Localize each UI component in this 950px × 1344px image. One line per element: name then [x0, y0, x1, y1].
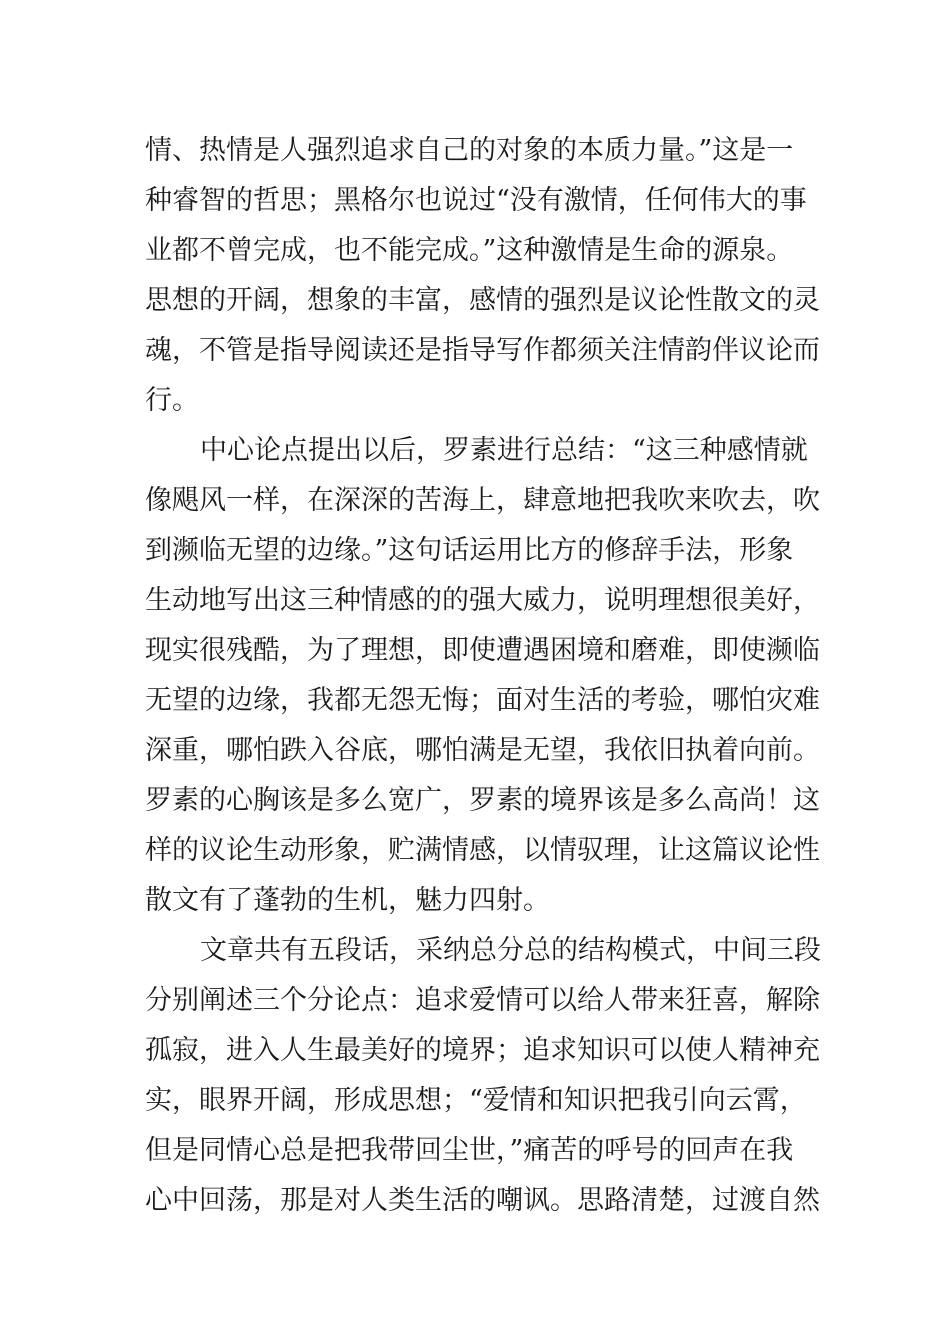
document-body — [145, 126, 825, 1226]
text-line: 种睿智的哲思；黑格尔也说过“没有激情，任何伟大的事 — [145, 185, 807, 216]
text-line: 但是同情心总是把我带回尘世，”痛苦的呼号的回声在我 — [145, 1135, 794, 1166]
text-line: 思想的开阔，想象的丰富，感情的强烈是议论性散文的灵 — [145, 285, 820, 316]
paragraph-start-line: 中心论点提出以后，罗素进行总结：“这三种感情就 — [200, 435, 808, 466]
text-line: 现实很残酷，为了理想，即使遭遇困境和磨难，即使濒临 — [145, 635, 820, 666]
text-line: 到濒临无望的边缘。”这句话运用比方的修辞手法，形象 — [145, 535, 794, 566]
text-line: 分别阐述三个分论点：追求爱情可以给人带来狂喜，解除 — [145, 985, 820, 1016]
paragraph-start-line: 文章共有五段话，采纳总分总的结构模式，中间三段 — [200, 935, 821, 966]
text-line: 心中回荡，那是对人类生活的嘲讽。思路清楚，过渡自然 — [145, 1185, 820, 1216]
text-line: 罗素的心胸该是多么宽广，罗素的境界该是多么高尚！这 — [145, 785, 820, 816]
text-line: 业都不曾完成，也不能完成。”这种激情是生命的源泉。 — [145, 235, 794, 266]
text-line: 无望的边缘，我都无怨无悔；面对生活的考验，哪怕灾难 — [145, 685, 820, 716]
text-line: 样的议论生动形象，贮满情感，以情驭理，让这篇议论性 — [145, 835, 820, 866]
text-line: 行。 — [145, 385, 199, 416]
text-line: 像飓风一样，在深深的苦海上，肆意地把我吹来吹去，吹 — [145, 485, 820, 516]
text-line: 深重，哪怕跌入谷底，哪怕满是无望，我依旧执着向前。 — [145, 735, 820, 766]
text-line: 情、热情是人强烈追求自己的对象的本质力量。”这是一 — [145, 135, 794, 166]
text-line: 生动地写出这三种情感的的强大威力，说明理想很美好， — [145, 585, 820, 616]
text-line: 魂，不管是指导阅读还是指导写作都须关注情韵伴议论而 — [145, 335, 820, 366]
text-line: 实，眼界开阔，形成思想；“爱情和知识把我引向云霄， — [145, 1085, 807, 1116]
text-line: 孤寂，进入人生最美好的境界；追求知识可以使人精神充 — [145, 1035, 820, 1066]
text-line: 散文有了蓬勃的生机，魅力四射。 — [145, 885, 550, 916]
